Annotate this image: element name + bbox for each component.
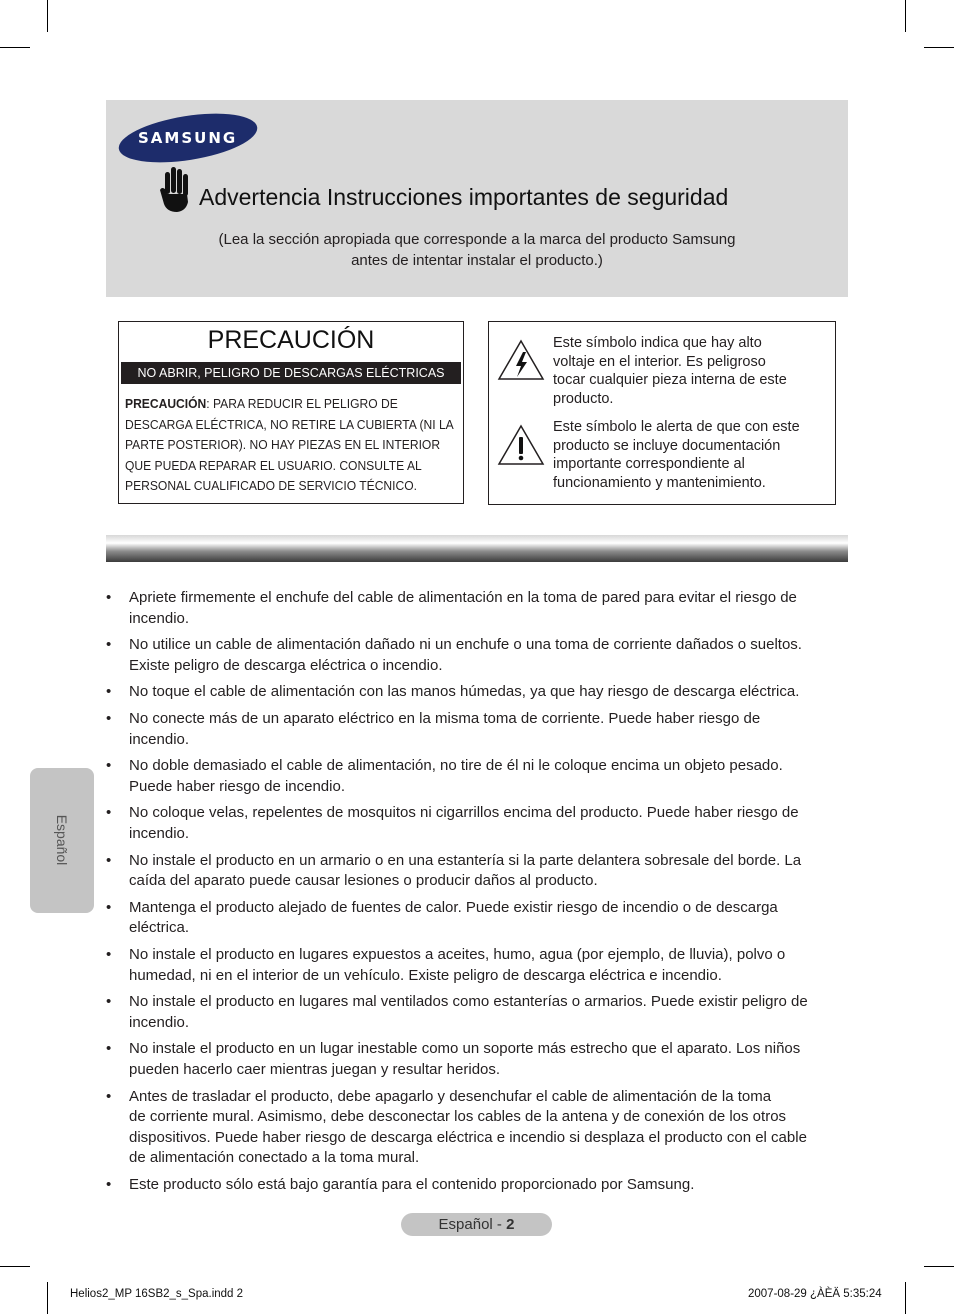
- list-item-line: No conecte más de un aparato eléctrico en la misma toma de corriente. Puede haber riesgo de: [129, 710, 761, 728]
- bullet-dot: •: [106, 993, 112, 1011]
- list-item-line: incendio.: [129, 609, 190, 627]
- list-item-line: caída del aparato puede causar lesiones o producir daños al producto.: [129, 872, 598, 890]
- list-item-text: [129, 682, 851, 703]
- safety-bullet-list: [106, 588, 851, 1201]
- crop-mark: [905, 1282, 906, 1314]
- page-number-pill: [401, 1213, 552, 1236]
- list-item-text: [129, 992, 851, 1033]
- list-item-line: humedad, ni en el interior de un vehículo. Existe peligro de descarga eléctrica e incendio.: [129, 966, 722, 984]
- symbol-text-line: producto se incluye documentación: [553, 437, 781, 454]
- list-item-line: de alimentación conectado a la toma mural.: [129, 1149, 420, 1167]
- caution-body-line: QUE PUEDA REPARAR EL USUARIO. CONSULTE AL: [125, 457, 422, 473]
- header-panel: [106, 100, 848, 297]
- language-side-tab: [30, 768, 94, 913]
- bullet-dot: •: [106, 683, 112, 701]
- bullet-dot: •: [106, 898, 112, 916]
- list-item: [106, 945, 851, 986]
- list-item: [106, 1039, 851, 1080]
- caution-body: [125, 394, 454, 497]
- list-item: [106, 803, 851, 844]
- bullet-dot: •: [106, 1175, 112, 1193]
- list-item: [106, 635, 851, 676]
- crop-mark: [924, 1266, 954, 1267]
- list-item-text: [129, 709, 851, 750]
- caution-body-line: PERSONAL CUALIFICADO DE SERVICIO TÉCNICO.: [125, 478, 418, 493]
- crop-mark: [47, 0, 48, 32]
- list-item-line: Puede haber riesgo de incendio.: [129, 777, 345, 795]
- page-label: Español -: [438, 1216, 507, 1233]
- list-item-text: [129, 635, 851, 676]
- list-item-line: No utilice un cable de alimentación dañado ni un enchufe o una toma de corriente dañados o sueltos.: [129, 636, 802, 654]
- list-item-line: No instale el producto en lugares expuestos a aceites, humo, agua (por ejemplo, de lluvia), polvo o: [129, 946, 786, 963]
- list-item-text: [129, 803, 851, 844]
- list-item: [106, 756, 851, 797]
- crop-mark: [47, 1282, 48, 1314]
- list-item-text: [129, 1175, 851, 1196]
- list-item: [106, 1175, 851, 1196]
- list-item: [106, 588, 851, 629]
- caution-body-text: : PARA REDUCIR EL PELIGRO DE: [206, 396, 398, 411]
- list-item-line: Antes de trasladar el producto, debe apagarlo y desenchufar el cable de alimentación de la toma: [129, 1087, 772, 1105]
- hand-stop-icon: [159, 164, 193, 214]
- list-item-line: Mantenga el producto alejado de fuentes de calor. Puede existir riesgo de incendio o de descarga: [129, 898, 778, 916]
- caution-bar: NO ABRIR, PELIGRO DE DESCARGAS ELÉCTRICAS: [121, 362, 461, 384]
- crop-mark: [0, 1266, 30, 1267]
- bullet-dot: •: [106, 804, 112, 822]
- symbol-text-line: importante correspondiente al: [553, 456, 745, 472]
- section-divider-bar: [106, 535, 848, 562]
- list-item-line: incendio.: [129, 1013, 190, 1031]
- date-slug: 2007-08-29 ¿ÀÈÄ 5:35:24: [748, 1288, 882, 1300]
- caution-box: [118, 321, 464, 504]
- page-number: 2: [506, 1216, 515, 1233]
- caution-body-line: DESCARGA ELÉCTRICA, NO RETIRE LA CUBIERTA (NI LA: [125, 416, 454, 432]
- list-item-text: [129, 1087, 851, 1169]
- list-item-line: incendio.: [129, 824, 190, 842]
- crop-mark: [905, 0, 906, 32]
- list-item-line: No instale el producto en un lugar inestable como un soporte más estrecho que el aparato. Los niños: [129, 1040, 801, 1058]
- page-title: Advertencia Instrucciones importantes de seguridad: [199, 184, 729, 210]
- list-item-line: pueden hacerlo caer mientras juegan y resultar heridos.: [129, 1060, 501, 1078]
- symbol-text-line: Este símbolo indica que hay alto: [553, 335, 762, 351]
- list-item-line: Este producto sólo está bajo garantía para el contenido proporcionado por Samsung.: [129, 1175, 695, 1193]
- list-item: [106, 851, 851, 892]
- list-item-text: [129, 756, 851, 797]
- bullet-dot: •: [106, 1040, 112, 1058]
- bullet-dot: •: [106, 636, 112, 654]
- symbol-text-line: voltaje en el interior. Es peligroso: [553, 353, 766, 370]
- bullet-dot: •: [106, 710, 112, 728]
- list-item-line: incendio.: [129, 730, 190, 748]
- bullet-dot: •: [106, 851, 112, 869]
- bullet-dot: •: [106, 1087, 112, 1105]
- list-item-line: Apriete firmemente el enchufe del cable de alimentación en la toma de pared para evitar el riesgo de: [129, 589, 797, 606]
- list-item-line: dispositivos. Puede haber riesgo de descarga eléctrica e incendio si desplaza el producto con el cable: [129, 1128, 807, 1146]
- caution-title: PRECAUCIÓN: [207, 326, 375, 354]
- symbol-text-documentation: [553, 418, 833, 492]
- caution-body-line: PARTE POSTERIOR). NO HAY PIEZAS EN EL INTERIOR: [125, 437, 441, 452]
- bullet-dot: •: [106, 589, 112, 606]
- list-item: [106, 709, 851, 750]
- caution-body-line: [125, 394, 439, 415]
- list-item-line: No instale el producto en un armario o en una estantería si la parte delantera sobresale del borde. La: [129, 851, 802, 869]
- crop-mark: [924, 47, 954, 48]
- list-item-line: No doble demasiado el cable de alimentación, no tire de él ni le coloque encima un objeto pesado.: [129, 757, 783, 775]
- caution-body-label: PRECAUCIÓN: [125, 396, 207, 411]
- list-item: [106, 992, 851, 1033]
- crop-mark: [0, 47, 30, 48]
- list-item: [106, 682, 851, 703]
- side-tab-label: Español: [54, 814, 70, 866]
- samsung-logo: [115, 105, 260, 170]
- bullet-dot: •: [106, 757, 112, 775]
- list-item-text: [129, 945, 851, 986]
- subtitle-line: antes de intentar instalar el producto.): [351, 252, 603, 269]
- file-slug: Helios2_MP 16SB2_s_Spa.indd 2: [70, 1288, 244, 1300]
- list-item-line: No coloque velas, repelentes de mosquitos ni cigarrillos encima del producto. Puede haber riesgo de: [129, 804, 799, 822]
- list-item-text: [129, 898, 851, 939]
- symbol-text-line: funcionamiento y mantenimiento.: [553, 474, 766, 491]
- symbol-text-line: producto.: [553, 390, 614, 407]
- list-item-line: No toque el cable de alimentación con las manos húmedas, ya que hay riesgo de descarga eléctrica.: [129, 683, 800, 701]
- exclamation-warning-icon: [496, 423, 546, 467]
- list-item-line: No instale el producto en lugares mal ventilados como estanterías o armarios. Puede existir peligro de: [129, 993, 808, 1011]
- list-item-line: de corriente mural. Asimismo, debe desconectar los cables de la antena y de conexión de los otros: [129, 1108, 787, 1126]
- list-item-line: eléctrica.: [129, 919, 190, 937]
- list-item-text: [129, 851, 851, 892]
- list-item-text: [129, 1039, 851, 1080]
- list-item: [106, 898, 851, 939]
- list-item: [106, 1087, 851, 1169]
- lightning-warning-icon: [496, 338, 546, 382]
- list-item-text: [129, 588, 851, 629]
- symbol-text-voltage: [553, 334, 833, 408]
- symbol-text-line: Este símbolo le alerta de que con este: [553, 419, 800, 435]
- bullet-dot: •: [106, 946, 112, 963]
- header-subtitle: [106, 229, 848, 271]
- subtitle-line: (Lea la sección apropiada que corresponde a la marca del producto Samsung: [218, 231, 736, 248]
- brand-name: SAMSUNG: [138, 129, 238, 148]
- list-item-line: Existe peligro de descarga eléctrica o incendio.: [129, 656, 443, 674]
- symbol-box: [488, 321, 836, 505]
- symbol-text-line: tocar cualquier pieza interna de este: [553, 372, 787, 388]
